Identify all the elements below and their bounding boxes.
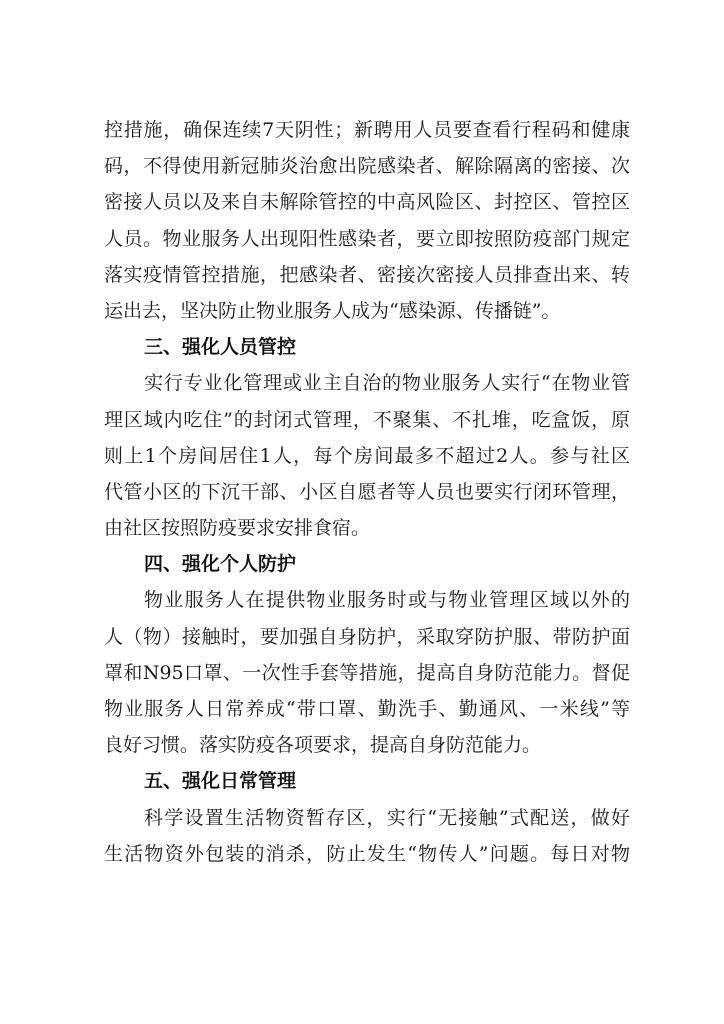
paragraph-first-line: 科学设置生活物资暂存区，实行“无接触”式配送，做好 [144,806,630,829]
paragraph-line: 人员。物业服务人出现阳性感染者，要立即按照防疫部门规定 [104,227,630,250]
paragraph-last-line: 由社区按照防疫要求安排食宿。 [104,517,371,540]
section-heading: 三、强化人员管控 [144,336,297,359]
paragraph-line: 物业服务人日常养成“带口罩、勤洗手、勤通风、一米线”等 [104,698,630,720]
document-body [104,112,630,872]
paragraph-last-line: 良好习惯。落实防疫各项要求，提高自身防范能力。 [104,734,542,757]
paragraph-line: 罩和N95口罩、一次性手套等措施，提高自身防范能力。督促 [104,661,630,684]
paragraph-first-line: 物业服务人在提供物业服务时或与物业管理区域以外的 [144,589,630,612]
section-heading: 四、强化个人防护 [144,553,297,576]
paragraph-line: 生活物资外包装的消杀，防止发生“物传人”问题。每日对物 [104,842,630,865]
paragraph-line: 人（物）接触时，要加强自身防护，采取穿防护服、带防护面 [104,625,630,648]
paragraph-line: 则上1个房间居住1人，每个房间最多不超过2人。参与社区 [104,444,630,467]
paragraph-line: 密接人员以及来自未解除管控的中高风险区、封控区、管控区 [104,191,630,214]
paragraph-line: 落实疫情管控措施，把感染者、密接次密接人员排查出来、转 [104,263,630,286]
section-heading: 五、强化日常管理 [144,770,297,793]
paragraph-line: 控措施，确保连续7天阴性；新聘用人员要查看行程码和健康 [104,119,630,141]
paragraph-line: 代管小区的下沉干部、小区自愿者等人员也要实行闭环管理， [104,480,630,503]
paragraph-line: 码，不得使用新冠肺炎治愈出院感染者、解除隔离的密接、次 [104,155,630,178]
paragraph-last-line: 运出去，坚决防止物业服务人成为“感染源、传播链”。 [104,299,561,322]
paragraph-line: 理区域内吃住”的封闭式管理，不聚集、不扎堆，吃盒饭，原 [104,408,630,431]
paragraph-first-line: 实行专业化管理或业主自治的物业服务人实行“在物业管 [144,372,630,395]
